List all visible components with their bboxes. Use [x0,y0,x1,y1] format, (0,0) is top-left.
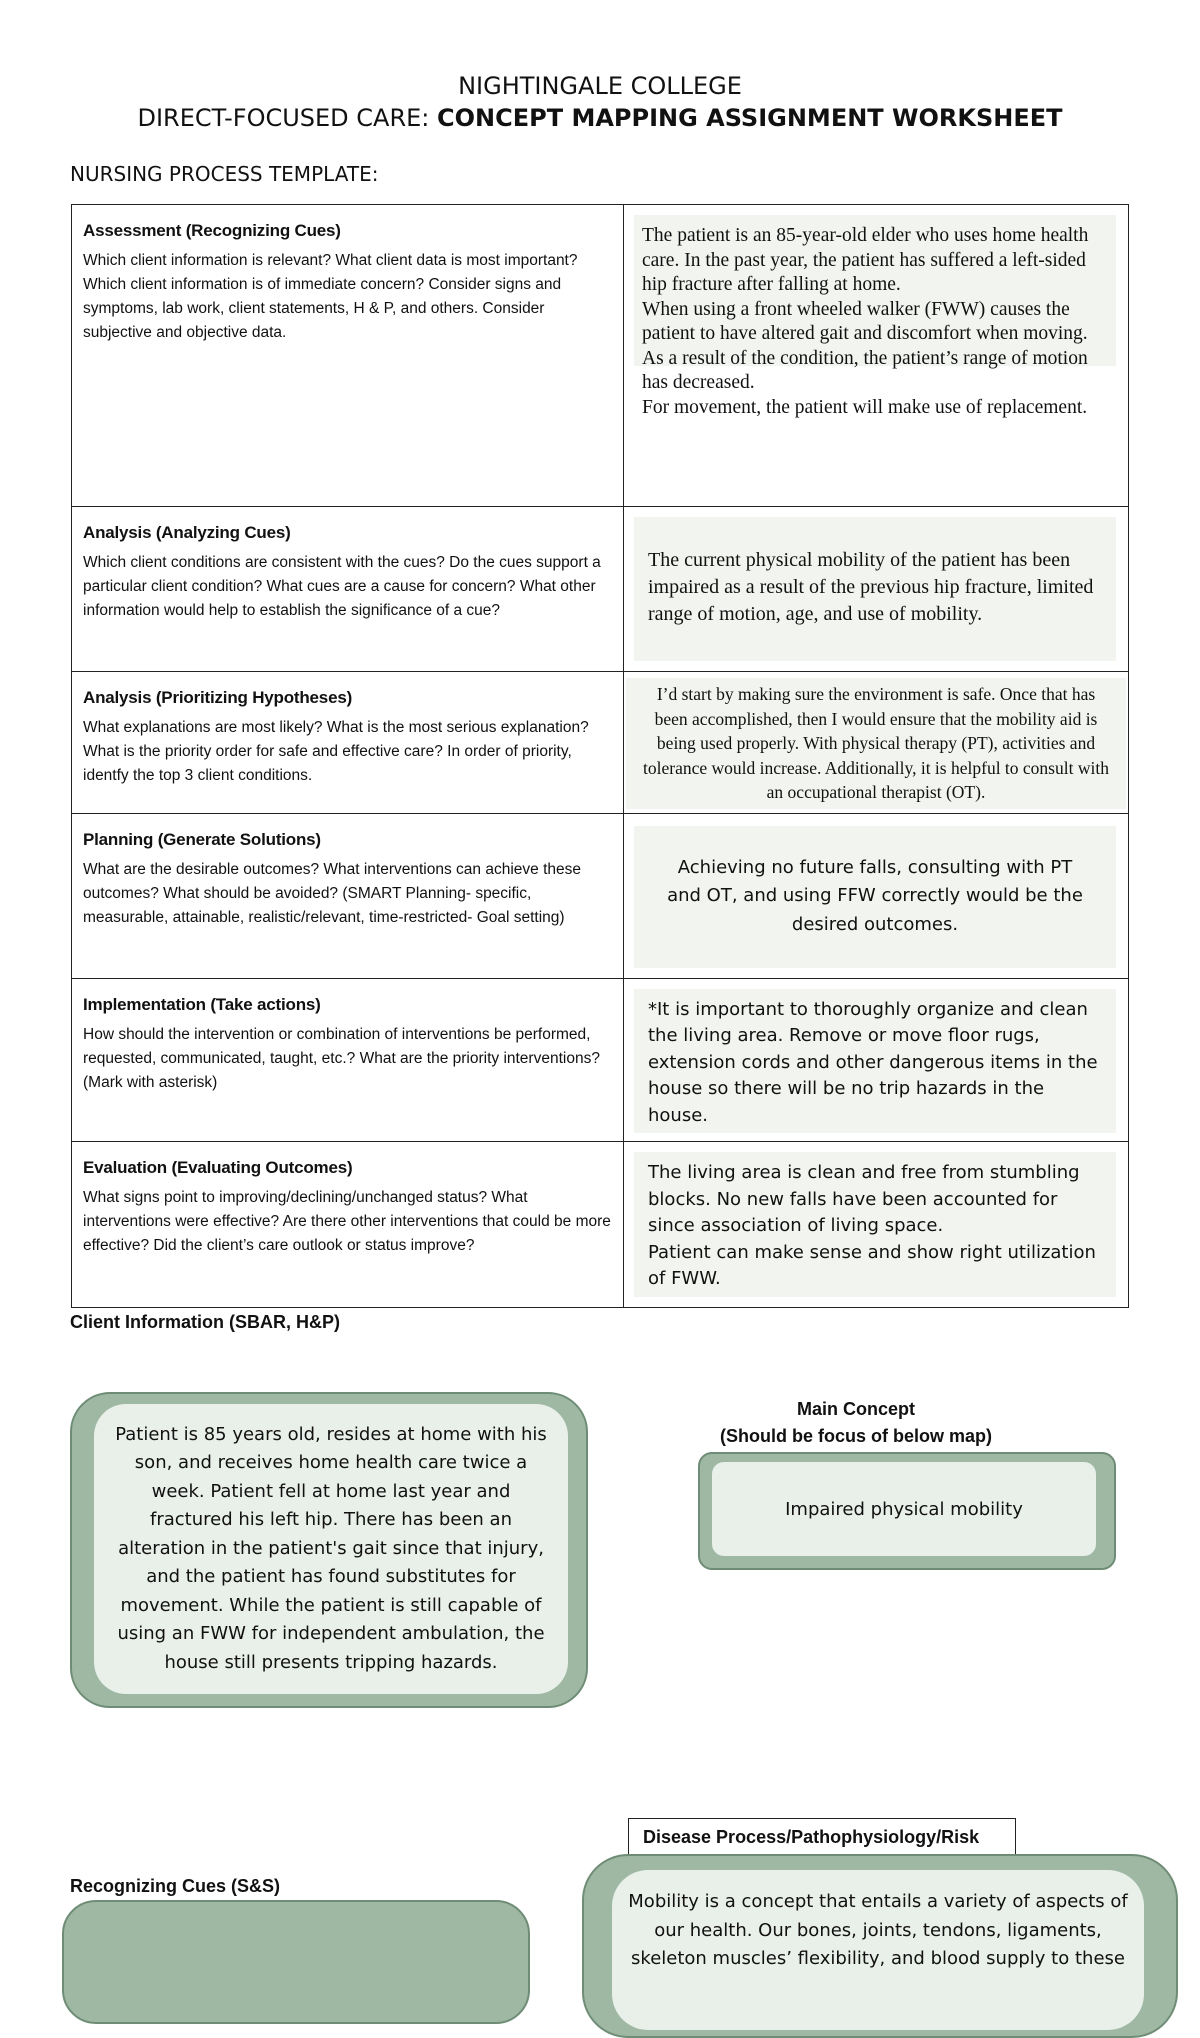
table-row [72,1142,1129,1308]
table-row [72,205,1129,507]
answer-text: *It is important to thoroughly organize and clean the living area. Remove or move floor rugs, extension cords and other dangerous items in the house so there will be no trip hazards in the house. [634,989,1116,1134]
row-label-cell [72,813,624,978]
answer-text: The current physical mobility of the patient has been impaired as a result of the previous hip fracture, limited range of motion, age, and use of mobility. [634,517,1116,661]
answer-text: Achieving no future falls, consulting with PT and OT, and using FFW correctly would be the desired outcomes. [634,826,1116,968]
row-description: How should the intervention or combination of interventions be performed, requested, communicated, taught, etc.? What are the priority interventions? (Mark with asterisk) [83,1025,600,1091]
row-title: Evaluation (Evaluating Outcomes) [83,1158,353,1177]
answer-text: The patient is an 85-year-old elder who uses home health care. In the past year, the patient has suffered a left-sided hip fracture after falling at home. When using a front wheeled walker (FWW) causes the patient to have altered gait and discomfort when moving. As a result of the condition, the patient’s range of motion has decreased. For movement, the patient will make use of replacement. [634,215,1116,366]
main-concept-label-line1: Main Concept [796,1399,915,1419]
row-title: Analysis (Prioritizing Hypotheses) [83,688,353,707]
main-concept-text: Impaired physical mobility [712,1462,1096,1556]
table-row [72,672,1129,814]
row-label-cell [72,205,624,507]
worksheet-title-bold: CONCEPT MAPPING ASSIGNMENT WORKSHEET [437,104,1063,132]
table-row [72,507,1129,672]
worksheet-title [0,104,1200,132]
disease-process-text: Mobility is a concept that entails a variety of aspects of our health. Our bones, joints, tendons, ligaments, skeleton muscles’ flexibility, and blood supply to these [612,1870,1144,2030]
client-info-label: Client Information (SBAR, H&P) [70,1312,340,1332]
row-description: What signs point to improving/declining/unchanged status? What interventions were effective? Are there other interventions that could be more effective? Did the client’s care outlook or status improve? [83,1189,611,1254]
row-answer-cell [624,507,1129,672]
row-description: Which client conditions are consistent with the cues? Do the cues support a particular client condition? What cues are a cause for concern? What other information would help to establish the significance of a cue? [83,554,601,619]
client-info-text: Patient is 85 years old, resides at home with his son, and receives home health care twice a week. Patient fell at home last year and fractured his left hip. There has been an alteration in the patient's gait since that injury, and the patient has found substitutes for movement. While the patient is still capable of using an FWW for independent ambulation, the house still presents tripping hazards. [94,1404,568,1694]
table-row [72,813,1129,978]
row-answer-cell [624,205,1129,507]
nursing-process-table [71,204,1129,1308]
college-name: NIGHTINGALE COLLEGE [458,72,742,100]
row-title: Assessment (Recognizing Cues) [83,221,341,240]
row-answer-cell [624,978,1129,1142]
row-description: Which client information is relevant? What client data is most important? Which client information is of immediate concern? Consider signs and symptoms, lab work, client statements, H & P, and others. Consider subjective and objective data. [83,252,578,341]
row-description: What are the desirable outcomes? What interventions can achieve these outcomes? What should be avoided? (SMART Planning- specific, measurable, attainable, realistic/relevant, time-restricted- Goal setting) [83,860,581,926]
row-title: Analysis (Analyzing Cues) [83,523,291,542]
main-concept-label-line2: (Should be focus of below map) [720,1426,992,1446]
disease-process-label: Disease Process/Pathophysiology/Risk [628,1818,1016,1856]
recognizing-cues-label: Recognizing Cues (S&S) [70,1876,281,1896]
answer-text: The living area is clean and free from stumbling blocks. No new falls have been accounted for since association of living space. Patient can make sense and show right utilization of FWW. [634,1152,1116,1297]
row-title: Planning (Generate Solutions) [83,829,321,849]
recognizing-cues-box [62,1900,530,2024]
template-label: NURSING PROCESS TEMPLATE: [70,162,379,186]
row-label-cell [72,1142,624,1308]
row-description: What explanations are most likely? What is the most serious explanation? What is the priority order for safe and effective care? In order of priority, identfy the top 3 client conditions. [83,719,589,784]
row-label-cell [72,978,624,1142]
row-label-cell [72,672,624,814]
row-title: Implementation (Take actions) [83,994,321,1014]
row-answer-cell [624,813,1129,978]
row-answer-cell [624,672,1129,814]
worksheet-title-prefix: DIRECT-FOCUSED CARE: [137,104,438,132]
answer-text: I’d start by making sure the environment is safe. Once that has been accomplished, then I would ensure that the mobility aid is being used properly. With physical therapy (PT), activities and tolerance would increase. Additionally, it is helpful to consult with an occupational therapist (OT). [626,678,1126,809]
row-label-cell [72,507,624,672]
row-answer-cell [624,1142,1129,1308]
main-concept-label [706,1396,1006,1450]
table-row [72,978,1129,1142]
